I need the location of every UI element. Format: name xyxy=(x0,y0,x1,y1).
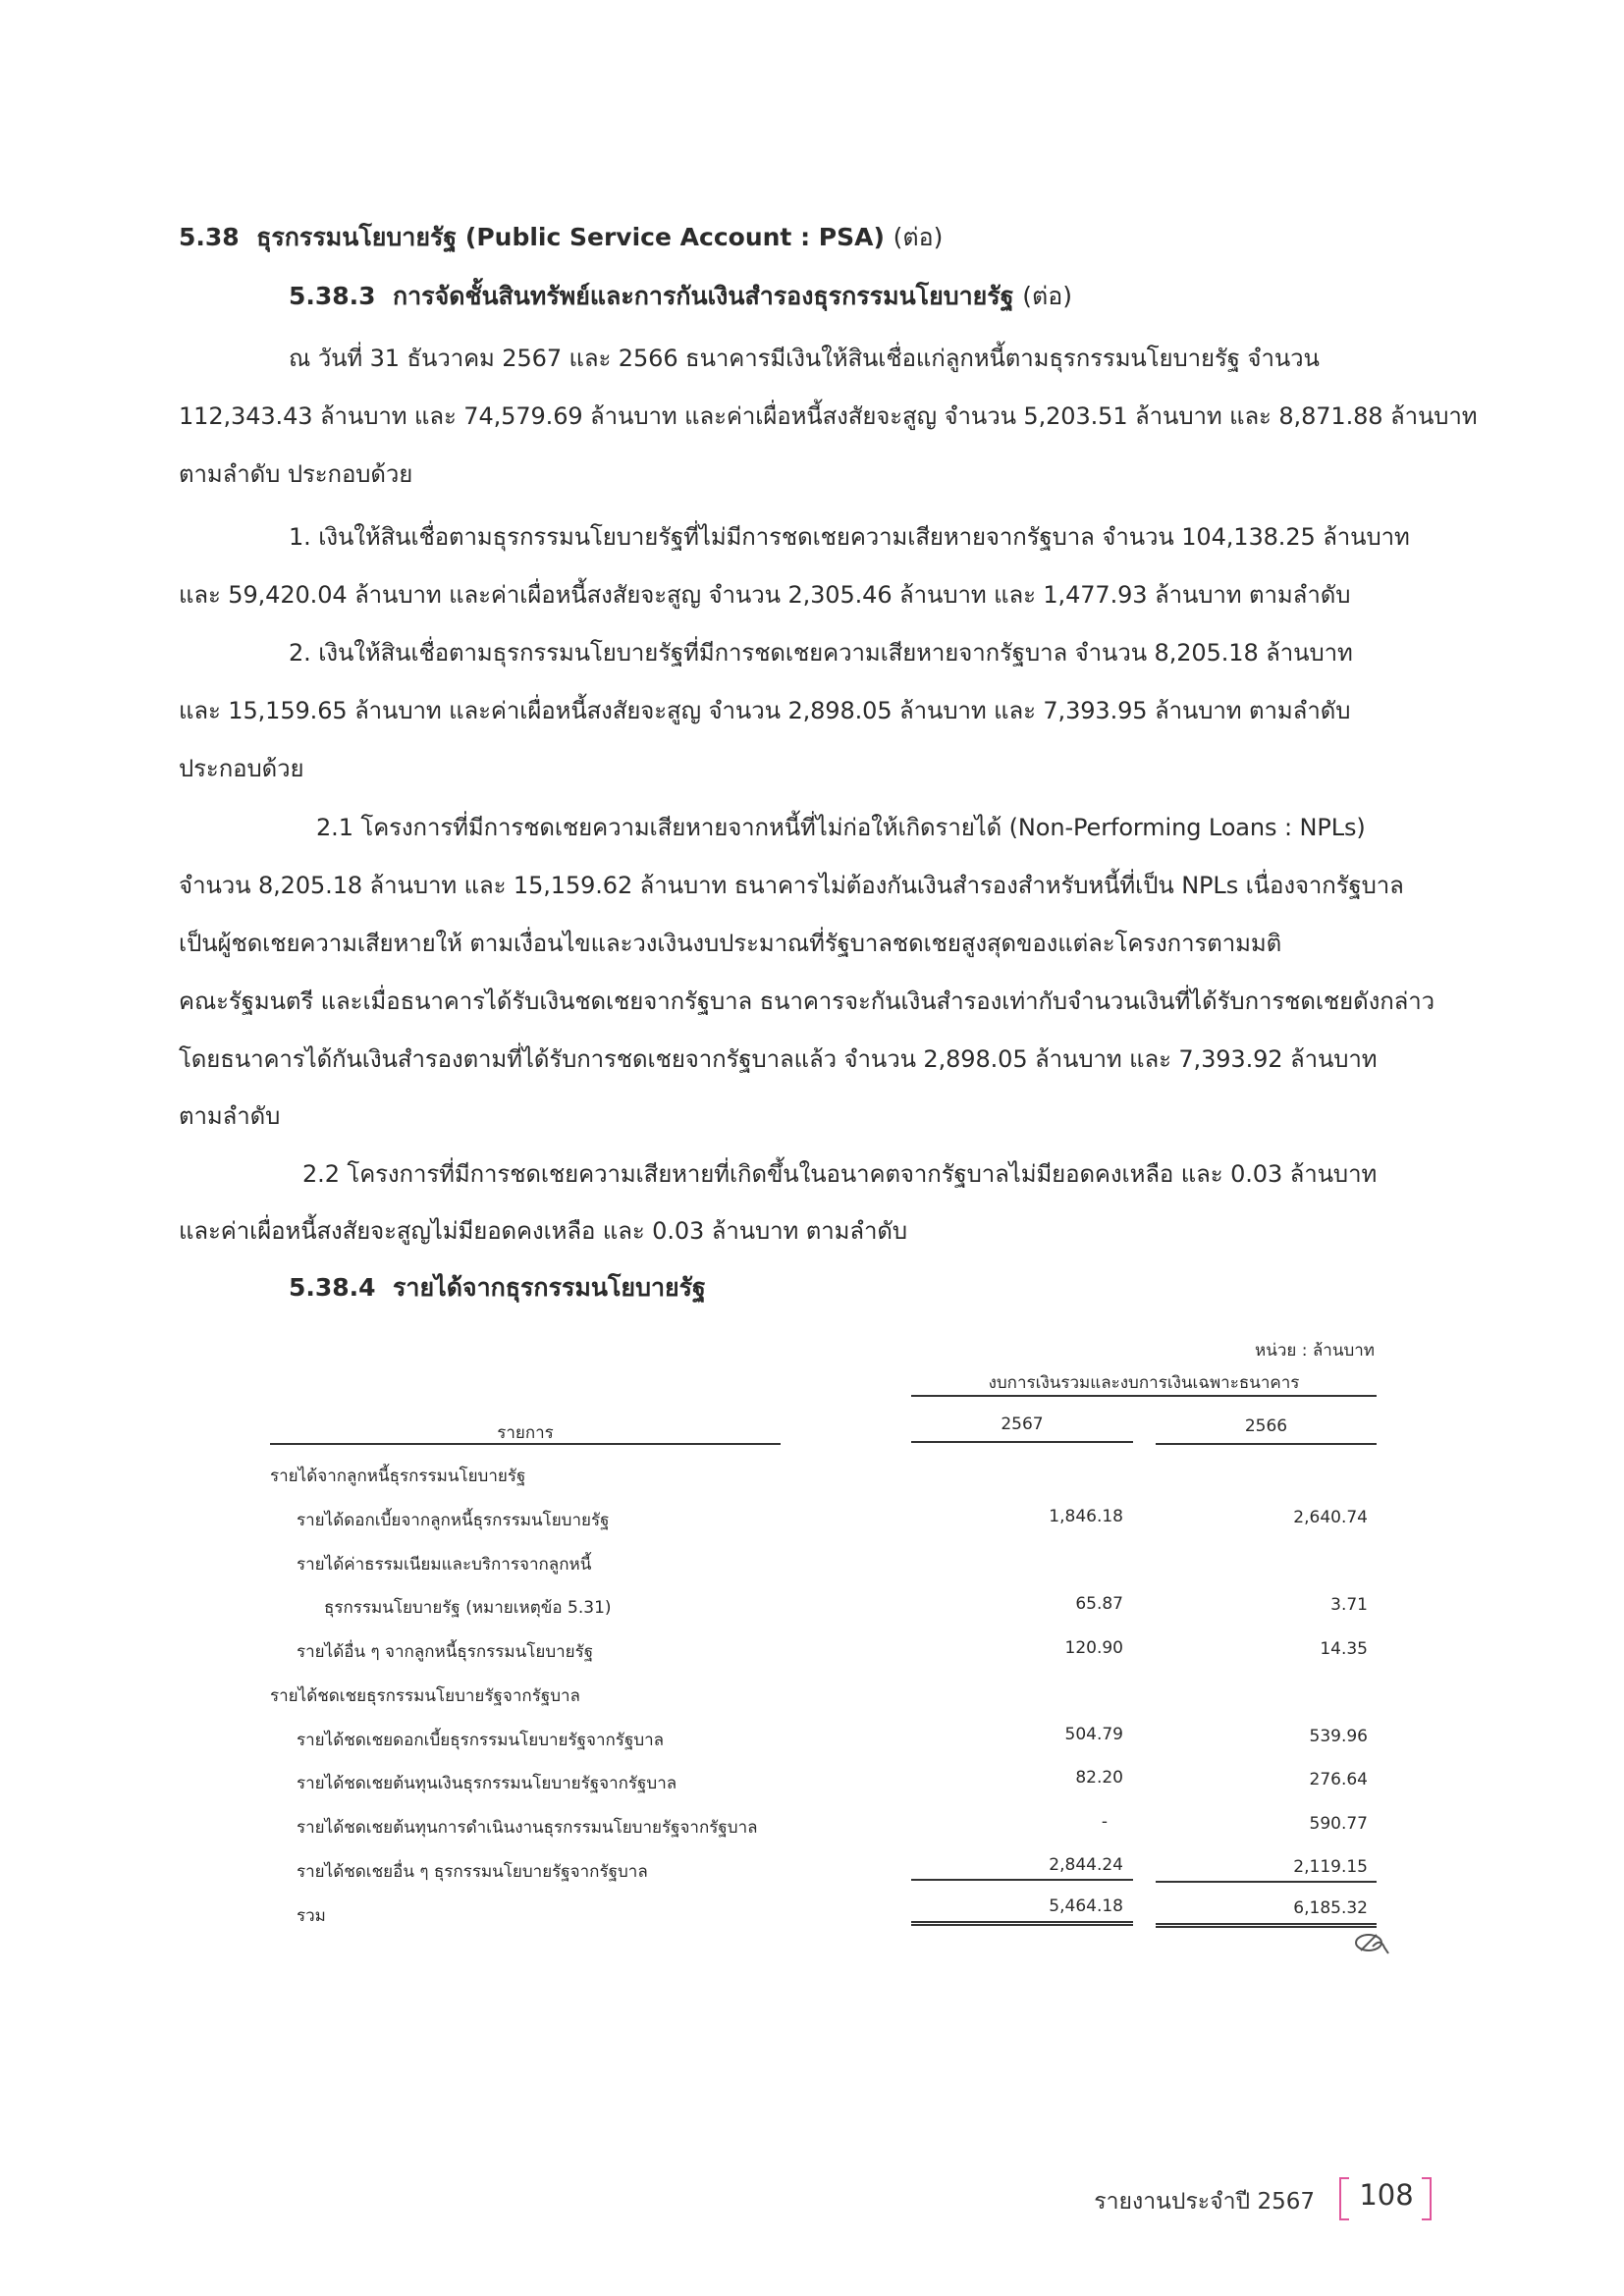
table-cell-2566: 14.35 xyxy=(1320,1639,1368,1659)
initials-signature-mark xyxy=(1353,1930,1392,1957)
table-cell-2566: 2,119.15 xyxy=(1293,1857,1368,1877)
table-row-label: รายได้ชดเชยต้นทุนการดำเนินงานธุรกรรมนโยบายรัฐจากรัฐบาล xyxy=(297,1818,758,1838)
table-cell-2566: 2,640.74 xyxy=(1293,1508,1368,1527)
paragraph-line: โดยธนาคารได้กันเงินสำรองตามที่ได้รับการชดเชยจากรัฐบาลแล้ว จำนวน 2,898.05 ล้านบาท และ 7,393.92 ล้านบาท xyxy=(179,1045,1378,1073)
paragraph-line: ประกอบด้วย xyxy=(179,755,304,782)
subtotal-rule xyxy=(911,1879,1133,1881)
table-cell-2566: 276.64 xyxy=(1309,1770,1368,1789)
page-number: 108 xyxy=(1359,2178,1414,2212)
paragraph-line: และ 59,420.04 ล้านบาท และค่าเผื่อหนี้สงสัยจะสูญ จำนวน 2,305.46 ล้านบาท และ 1,477.93 ล้านบาท ตามลำดับ xyxy=(179,581,1351,609)
continued-label: (ต่อ) xyxy=(893,223,944,251)
paragraph-line: 2.2 โครงการที่มีการชดเชยความเสียหายที่เกิดขึ้นในอนาคตจากรัฐบาลไม่มียอดคงเหลือ และ 0.03 ล้านบาท xyxy=(302,1160,1378,1188)
table-row-label: ธุรกรรมนโยบายรัฐ (หมายเหตุข้อ 5.31) xyxy=(324,1598,612,1618)
statement-header: งบการเงินรวมและงบการเงินเฉพาะธนาคาร xyxy=(988,1373,1300,1393)
column-rule xyxy=(1156,1443,1377,1445)
table-cell-2567: 65.87 xyxy=(1075,1594,1123,1614)
table-cell-2567: 1,846.18 xyxy=(1049,1507,1123,1526)
paragraph-line: และ 15,159.65 ล้านบาท และค่าเผื่อหนี้สงสัยจะสูญ จำนวน 2,898.05 ล้านบาท และ 7,393.95 ล้านบาท ตามลำดับ xyxy=(179,697,1351,724)
table-cell-2567: 2,844.24 xyxy=(1049,1855,1123,1875)
table-cell-2566: 3.71 xyxy=(1330,1595,1368,1615)
paragraph-line: 1. เงินให้สินเชื่อตามธุรกรรมนโยบายรัฐที่ไม่มีการชดเชยความเสียหายจากรัฐบาล จำนวน 104,138.25 ล้านบาท xyxy=(289,523,1410,551)
footer-report-title: รายงานประจำปี 2567 xyxy=(1094,2189,1315,2215)
header-rule xyxy=(911,1395,1377,1397)
paragraph-line: และค่าเผื่อหนี้สงสัยจะสูญไม่มียอดคงเหลือ และ 0.03 ล้านบาท ตามลำดับ xyxy=(179,1217,908,1245)
subsection-heading-5-38-4 xyxy=(289,1268,706,1308)
subsection-heading-5-38-3 xyxy=(289,277,1072,316)
table-row-label: รายได้ชดเชยอื่น ๆ ธุรกรรมนโยบายรัฐจากรัฐบาล xyxy=(297,1862,648,1882)
paragraph-line: 2. เงินให้สินเชื่อตามธุรกรรมนโยบายรัฐที่มีการชดเชยความเสียหายจากรัฐบาล จำนวน 8,205.18 ล้านบาท xyxy=(289,639,1353,667)
section-title: ธุรกรรมนโยบายรัฐ (Public Service Account : PSA) xyxy=(256,223,885,251)
paragraph-line: 112,343.43 ล้านบาท และ 74,579.69 ล้านบาท และค่าเผื่อหนี้สงสัยจะสูญ จำนวน 5,203.51 ล้านบาท และ 8,871.88 ล้านบาท xyxy=(179,402,1478,430)
column-header-2566: 2566 xyxy=(1244,1416,1288,1436)
table-cell-2566-total: 6,185.32 xyxy=(1293,1898,1368,1918)
table-row-label-total: รวม xyxy=(297,1906,326,1926)
table-row-label: รายได้ชดเชยต้นทุนเงินธุรกรรมนโยบายรัฐจากรัฐบาล xyxy=(297,1774,677,1793)
total-double-rule xyxy=(911,1921,1133,1926)
table-cell-2566: 590.77 xyxy=(1309,1814,1368,1834)
page-number-bracket-left xyxy=(1339,2177,1349,2220)
table-row-label: รายได้ดอกเบี้ยจากลูกหนี้ธุรกรรมนโยบายรัฐ xyxy=(297,1511,610,1530)
table-cell-2567: 82.20 xyxy=(1075,1768,1123,1788)
column-rule xyxy=(270,1443,781,1445)
subsection-title: รายได้จากธุรกรรมนโยบายรัฐ xyxy=(393,1273,706,1302)
table-row-label: รายได้ชดเชยดอกเบี้ยธุรกรรมนโยบายรัฐจากรัฐบาล xyxy=(297,1731,665,1750)
table-cell-2567-total: 5,464.18 xyxy=(1049,1896,1123,1916)
page-number-bracket-right xyxy=(1422,2177,1432,2220)
column-header-2567: 2567 xyxy=(1001,1415,1044,1434)
paragraph-line: ตามลำดับ ประกอบด้วย xyxy=(179,460,413,488)
table-row-label: รายได้อื่น ๆ จากลูกหนี้ธุรกรรมนโยบายรัฐ xyxy=(297,1642,594,1662)
table-cell-2566: 539.96 xyxy=(1309,1727,1368,1746)
continued-label: (ต่อ) xyxy=(1022,282,1072,310)
paragraph-line: คณะรัฐมนตรี และเมื่อธนาคารได้รับเงินชดเชยจากรัฐบาล ธนาคารจะกันเงินสำรองเท่ากับจำนวนเงินที่ได้รับการชดเชยดังกล่าว xyxy=(179,988,1435,1015)
table-row-label: รายได้ชดเชยธุรกรรมนโยบายรัฐจากรัฐบาล xyxy=(270,1686,580,1706)
subsection-number: 5.38.3 xyxy=(289,282,376,310)
subsection-title: การจัดชั้นสินทรัพย์และการกันเงินสำรองธุรกรรมนโยบายรัฐ xyxy=(393,282,1014,310)
total-double-rule xyxy=(1156,1923,1377,1928)
paragraph-line: เป็นผู้ชดเชยความเสียหายให้ ตามเงื่อนไขและวงเงินงบประมาณที่รัฐบาลชดเชยสูงสุดของแต่ละโครงการตามมติ xyxy=(179,930,1282,957)
paragraph-line: ณ วันที่ 31 ธันวาคม 2567 และ 2566 ธนาคารมีเงินให้สินเชื่อแก่ลูกหนี้ตามธุรกรรมนโยบายรัฐ จำนวน xyxy=(289,345,1320,372)
column-header-item: รายการ xyxy=(497,1423,554,1443)
table-row-label: รายได้จากลูกหนี้ธุรกรรมนโยบายรัฐ xyxy=(270,1467,526,1486)
table-cell-2567: 120.90 xyxy=(1064,1638,1123,1658)
table-row-label: รายได้ค่าธรรมเนียมและบริการจากลูกหนี้ xyxy=(297,1555,592,1575)
table-cell-2567: 504.79 xyxy=(1064,1725,1123,1744)
section-number: 5.38 xyxy=(179,223,240,251)
paragraph-line: จำนวน 8,205.18 ล้านบาท และ 15,159.62 ล้านบาท ธนาคารไม่ต้องกันเงินสำรองสำหรับหนี้ที่เป็น NPLs เนื่องจากรัฐบาล xyxy=(179,872,1404,899)
unit-label: หน่วย : ล้านบาท xyxy=(1255,1341,1375,1361)
paragraph-line: ตามลำดับ xyxy=(179,1102,281,1130)
subtotal-rule xyxy=(1156,1881,1377,1883)
table-cell-2567: - xyxy=(1101,1812,1108,1832)
paragraph-line: 2.1 โครงการที่มีการชดเชยความเสียหายจากหนี้ที่ไม่ก่อให้เกิดรายได้ (Non-Performing Loans : NPLs) xyxy=(316,814,1366,841)
section-heading-5-38 xyxy=(179,218,943,257)
subsection-number: 5.38.4 xyxy=(289,1273,376,1302)
column-rule xyxy=(911,1441,1133,1443)
